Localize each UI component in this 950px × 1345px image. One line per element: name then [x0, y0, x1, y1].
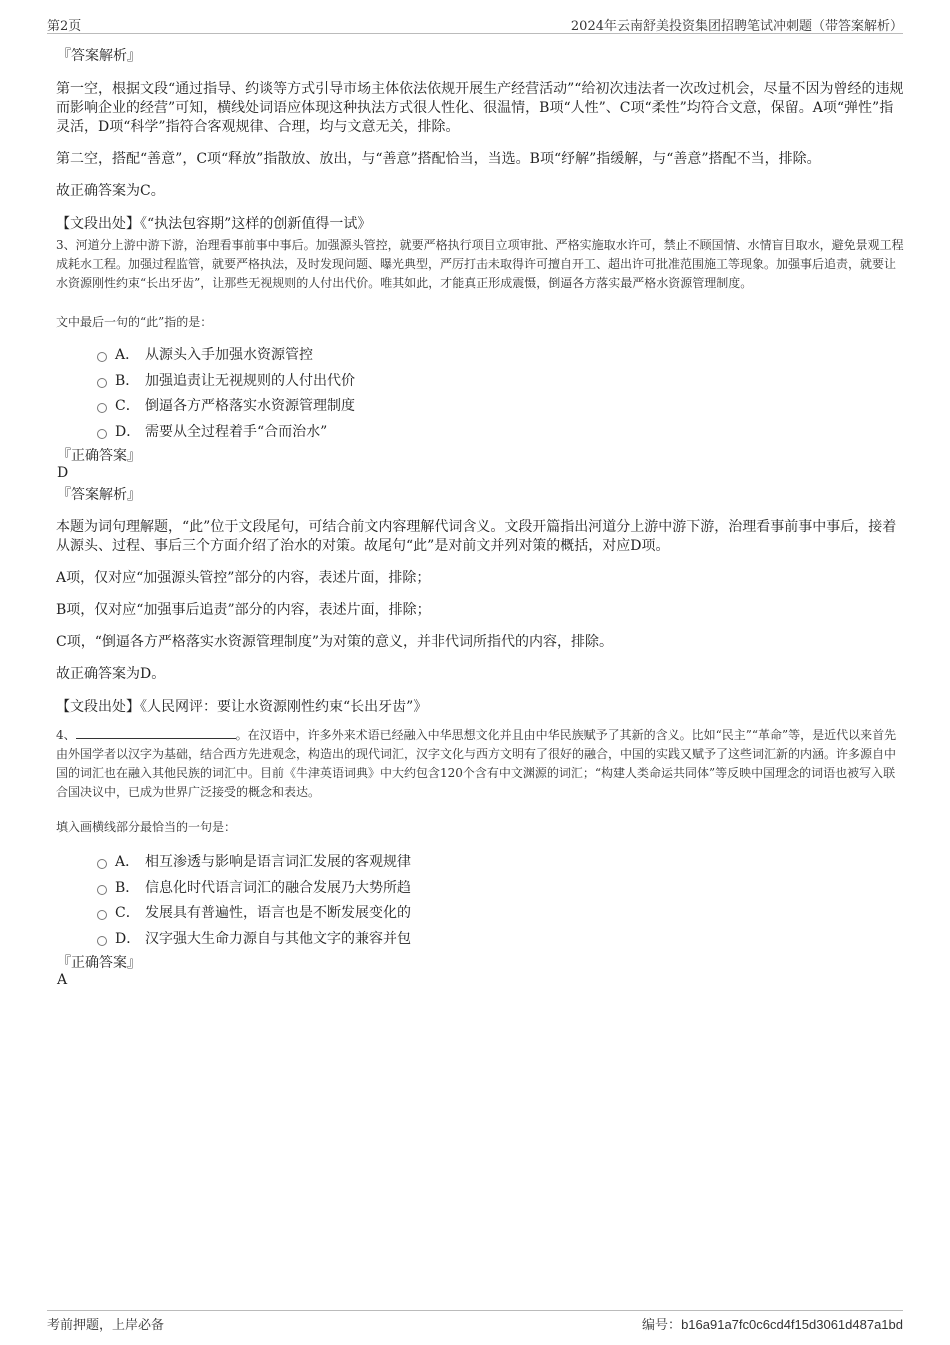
option-letter: D．	[115, 930, 141, 947]
option-letter: B．	[115, 879, 140, 896]
option-text: 信息化时代语言词汇的融合发展乃大势所趋	[145, 879, 411, 896]
option-text: 从源头入手加强水资源管控	[145, 347, 313, 363]
footer-code-label: 编号：	[642, 1318, 682, 1333]
q3-option-a[interactable]	[56, 345, 904, 371]
page-header	[47, 13, 903, 33]
q2-analysis-p1: 第一空，根据文段“通过指导、约谈等方式引导市场主体依法依规开展生产经营活动”“给初次违法者一次改过机会，尽量不因为曾经的违规而影响企业的经营”可知，横线处词语应体现这种执法方式很人性化、很温情，B项“人性”、C项“柔性”均符合文意，保留。A项“弹性”指灵活，D项“科学”指符合客观规律、合理，均与文意无关，排除。	[56, 81, 904, 135]
q3-analysis-label: 『答案解析』	[57, 487, 141, 503]
q4-passage	[56, 726, 904, 802]
option-letter: A．	[115, 347, 140, 363]
radio-button[interactable]	[97, 859, 107, 869]
q2-analysis-label: 『答案解析』	[57, 48, 141, 64]
q2-conclusion: 故正确答案为C。	[56, 183, 165, 199]
q4-option-d[interactable]	[56, 929, 904, 955]
content	[56, 46, 904, 989]
q3-option-b[interactable]	[56, 371, 904, 397]
q4-number: 4、	[56, 728, 76, 742]
option-text: 汉字强大生命力源自与其他文字的兼容并包	[145, 930, 411, 947]
option-letter: A．	[115, 854, 140, 870]
option-letter: B．	[115, 372, 140, 389]
fill-blank-line	[76, 726, 236, 739]
q4-options	[56, 852, 904, 954]
q4-option-c[interactable]	[56, 903, 904, 929]
q4-answer: A	[57, 972, 68, 988]
q4-passage-text: 。在汉语中，许多外来术语已经融入中华思想文化并且由中华民族赋予了其新的含义。比如“民主”“革命”等，是近代以来首先由外国学者以汉字为基础，结合西方先进观念，构造出的现代词汇，汉字文化与西方文明有了很好的融合，中国的实践又赋予了这些词汇新的内涵。许多源自中国的词汇也在融入其他民族的词汇中。目前《牛津英语词典》中大约包含120个含有中文渊源的词汇；“构建人类命运共同体”等反映中国理念的词语也被写入联合国决议中，已成为世界广泛接受的概念和表达。	[56, 728, 897, 799]
footer-slogan: 考前押题，上岸必备	[47, 1318, 165, 1333]
option-letter: D．	[115, 423, 141, 440]
q3-passage	[56, 236, 904, 293]
radio-button[interactable]	[97, 910, 107, 920]
header-divider	[47, 33, 903, 34]
q3-passage-text: 河道分上游中游下游，治理看事前事中事后。加强源头管控，就要严格执行项目立项审批、严格实施取水许可，禁止不顾国情、水情盲目取水，避免景观工程成耗水工程。加强过程监管，就要严格执法，及时发现问题、曝光典型，严厉打击未取得许可擅自开工、超出许可批准范围施工等现象。加强事后追责，就要让水资源刚性约束“长出牙齿”，让那些无视规则的人付出代价。唯其如此，才能真正形成震慑，倒逼各方落实最严格水资源管理制度。	[56, 238, 904, 290]
document-title: 2024年云南舒美投资集团招聘笔试冲刺题（带答案解析）	[570, 19, 903, 34]
option-text: 发展具有普遍性，语言也是不断发展变化的	[145, 905, 411, 921]
q4-option-a[interactable]	[56, 852, 904, 878]
q4-answer-label: 『正确答案』	[57, 955, 141, 971]
footer-code-value: b16a91a7fc0c6cd4f15d3061d487a1bd	[681, 1317, 903, 1332]
q2-source: 【文段出处】《“执法包容期”这样的创新值得一试》	[56, 216, 372, 232]
q3-option-d[interactable]	[56, 422, 904, 448]
q3-analysis-p2: A项，仅对应“加强源头管控”部分的内容，表述片面，排除；	[56, 570, 431, 586]
option-letter: C．	[115, 905, 140, 921]
radio-button[interactable]	[97, 429, 107, 439]
q3-analysis-p1: 本题为词句理解题，“此”位于文段尾句，可结合前文内容理解代词含义。文段开篇指出河道分上游中游下游，治理看事前事中事后，接着从源头、过程、事后三个方面介绍了治水的对策。故尾句“此”是对前文并列对策的概括，对应D项。	[56, 519, 897, 554]
option-text: 相互渗透与影响是语言词汇发展的客观规律	[145, 854, 411, 870]
radio-button[interactable]	[97, 936, 107, 946]
option-text: 需要从全过程着手“合而治水”	[145, 423, 328, 440]
q2-analysis-p2: 第二空，搭配“善意”，C项“释放”指散放、放出，与“善意”搭配恰当，当选。B项“纾解”指缓解，与“善意”搭配不当，排除。	[56, 151, 821, 167]
option-text: 加强追责让无视规则的人付出代价	[145, 372, 355, 389]
q3-option-c[interactable]	[56, 396, 904, 422]
q3-conclusion: 故正确答案为D。	[56, 666, 166, 682]
radio-button[interactable]	[97, 378, 107, 388]
q3-answer-label: 『正确答案』	[57, 448, 141, 464]
option-text: 倒逼各方严格落实水资源管理制度	[145, 398, 355, 414]
q4-question: 填入画横线部分最恰当的一句是：	[56, 820, 237, 834]
footer-code	[642, 1314, 903, 1333]
page-number: 第2页	[47, 19, 82, 34]
q3-answer: D	[57, 465, 69, 481]
q4-option-b[interactable]	[56, 878, 904, 904]
q3-source: 【文段出处】《人民网评：要让水资源刚性约束“长出牙齿”》	[56, 699, 428, 715]
option-letter: C．	[115, 398, 140, 414]
radio-button[interactable]	[97, 885, 107, 895]
footer-divider	[47, 1310, 903, 1311]
q3-options	[56, 345, 904, 447]
radio-button[interactable]	[97, 352, 107, 362]
q3-question: 文中最后一句的“此”指的是：	[56, 315, 213, 329]
q3-number: 3、	[56, 238, 76, 252]
q3-analysis-p3: B项，仅对应“加强事后追责”部分的内容，表述片面，排除；	[56, 602, 431, 618]
q3-analysis-p4: C项，“倒逼各方严格落实水资源管理制度”为对策的意义，并非代词所指代的内容，排除。	[56, 634, 614, 650]
radio-button[interactable]	[97, 403, 107, 413]
